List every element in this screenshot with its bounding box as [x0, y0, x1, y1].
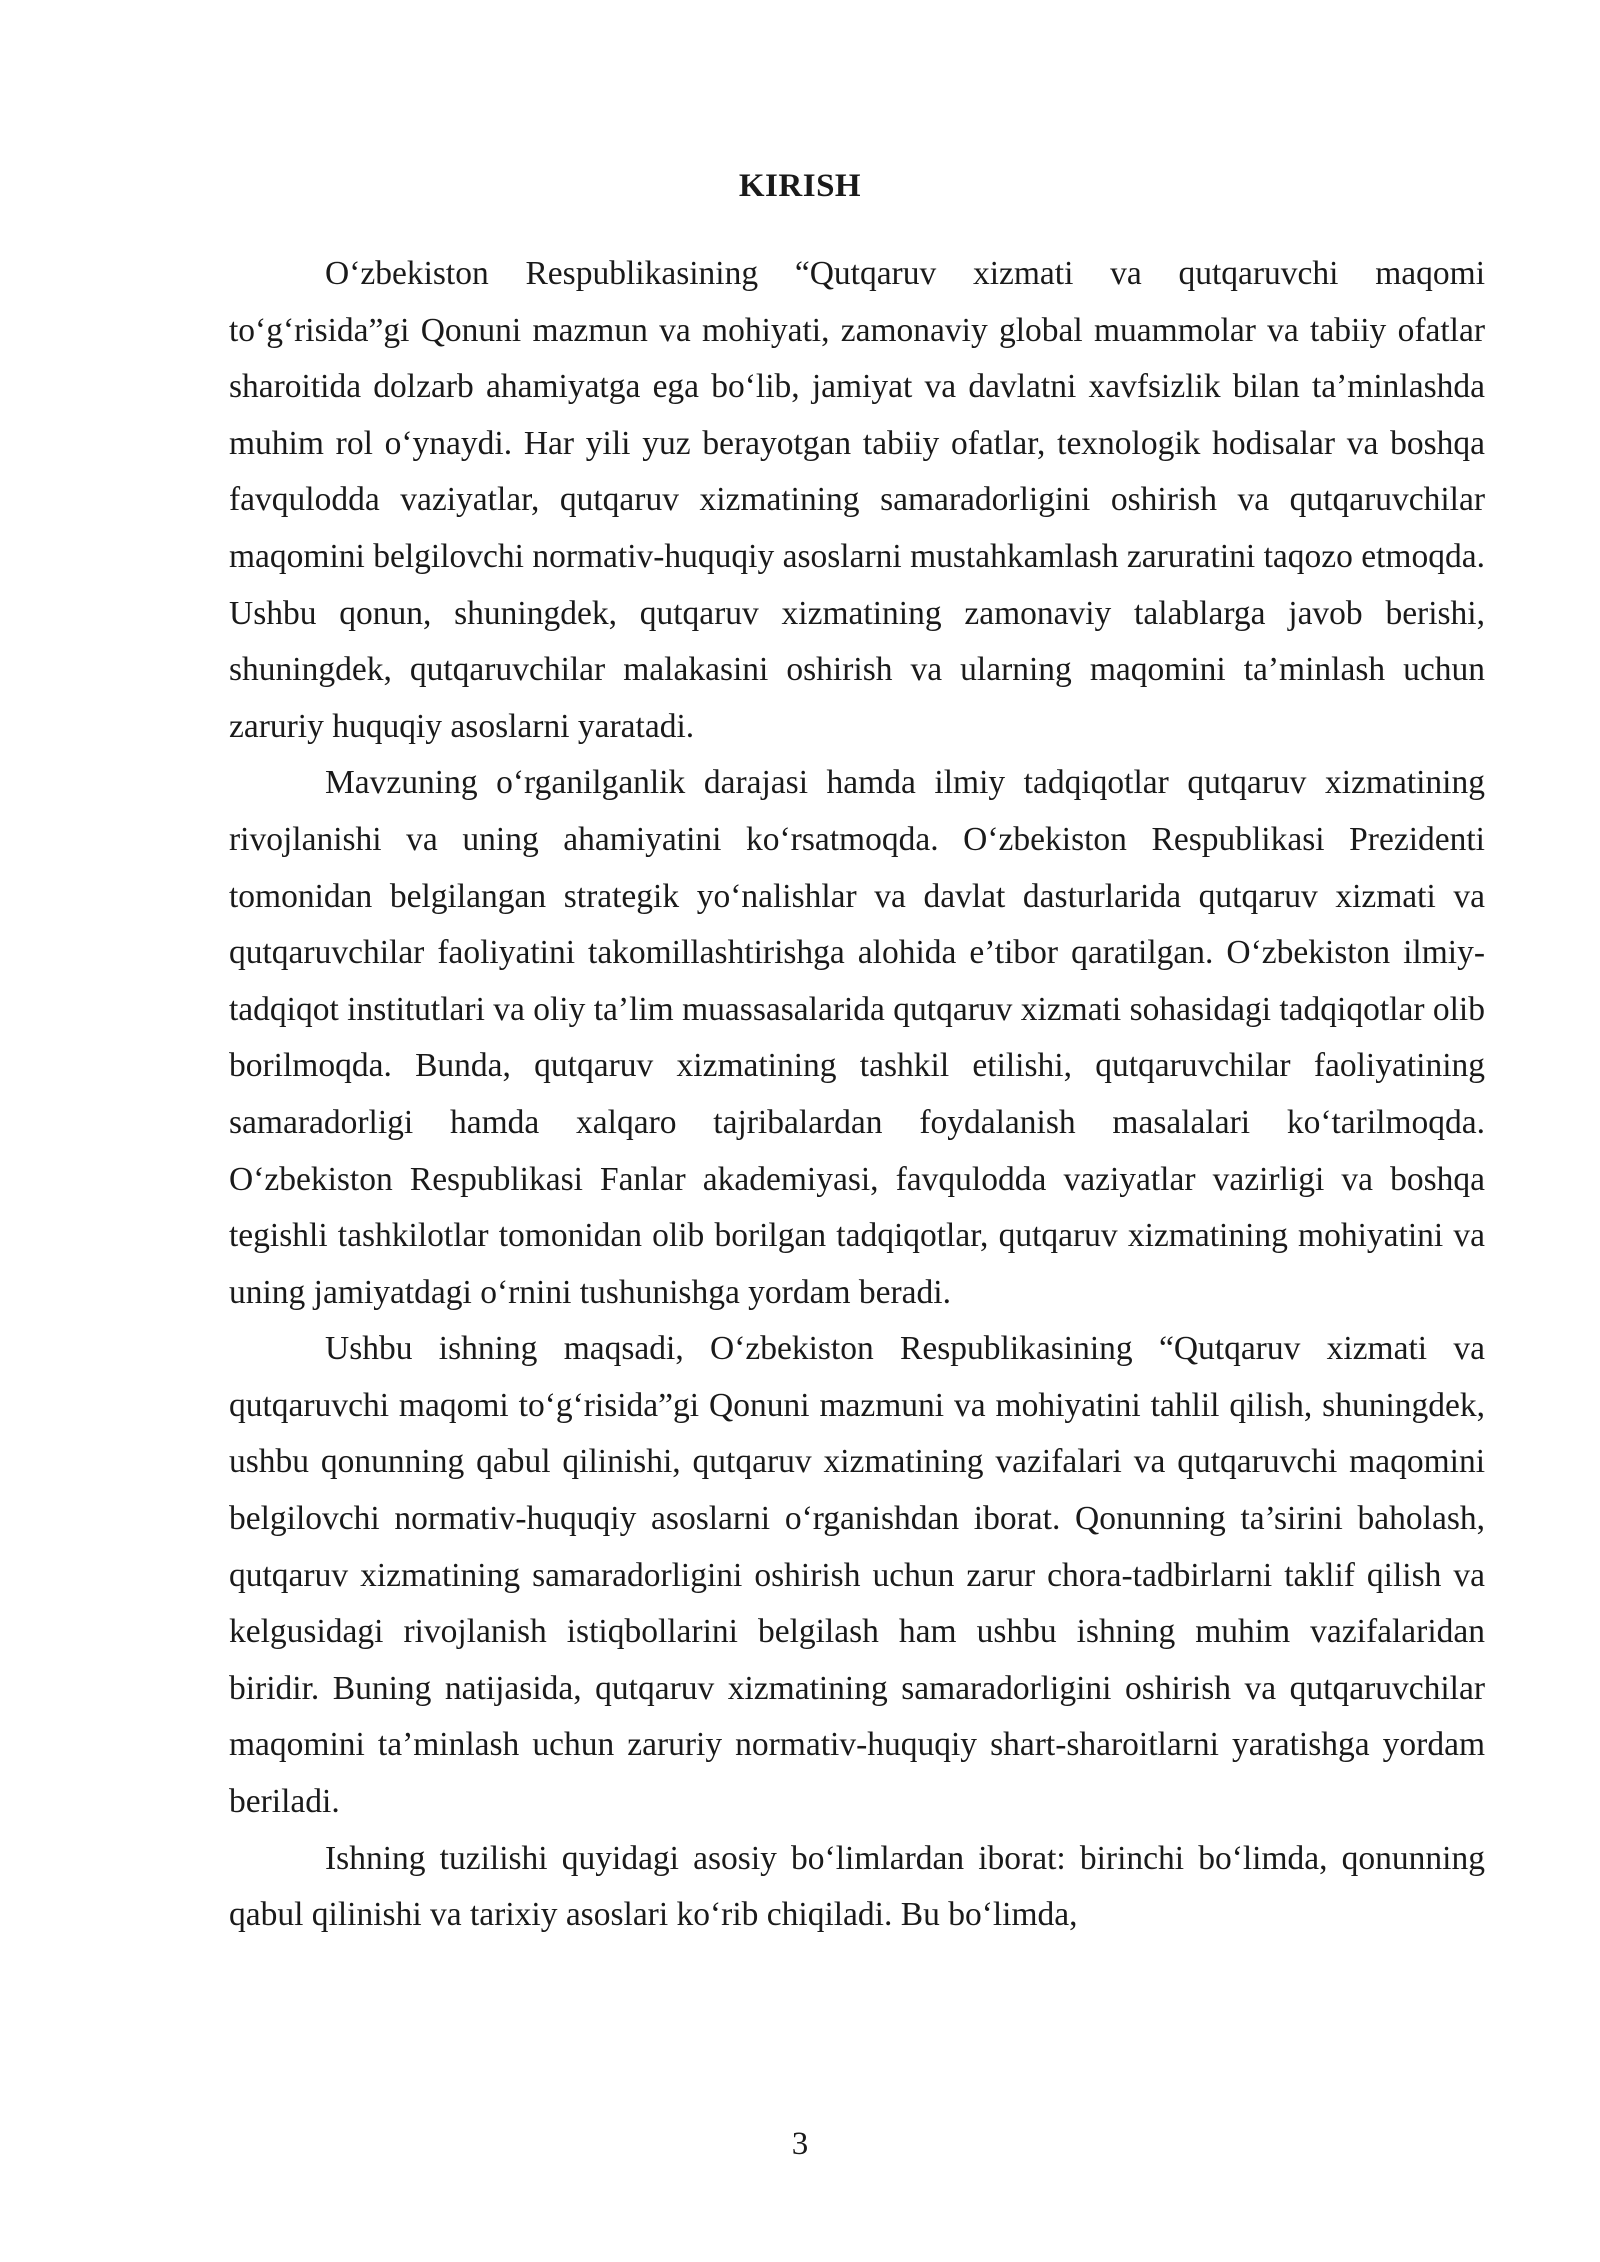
section-title: KIRISH: [738, 168, 862, 204]
paragraph-2: Mavzuning o‘rganilganlik darajasi hamda ilmiy tadqiqotlar qutqaruv xizmatining rivojlanishi va uning ahamiyatini ko‘rsatmoqda. O‘zbekiston Respublikasi Prezidenti tomonidan belgilangan strategik yo‘nalishlar va davlat dasturlarida qutqaruv xizmati va qutqaruvchilar faoliyatini takomillashtirishga alohida e’tibor qaratilgan. O‘zbekiston ilmiy-tadqiqot institutlari va oliy ta’lim muassasalarida qutqaruv xizmati sohasidagi tadqiqotlar olib borilmoqda. Bunda, qutqaruv xizmatining tashkil etilishi, qutqaruvchilar faoliyatining samaradorligi hamda xalqaro tajribalardan foydalanish masalalari ko‘tarilmoqda. O‘zbekiston Respublikasi Fanlar akademiyasi, favqulodda vaziyatlar vazirligi va boshqa tegishli tashkilotlar tomonidan olib borilgan tadqiqotlar, qutqaruv xizmatining mohiyatini va uning jamiyatdagi o‘rnini tushunishga yordam beradi.: [229, 764, 1485, 1311]
page-number: 3: [791, 2126, 809, 2162]
paragraph-3: Ushbu ishning maqsadi, O‘zbekiston Respublikasining “Qutqaruv xizmati va qutqaruvchi maqomi to‘g‘risida”gi Qonuni mazmuni va mohiyatini tahlil qilish, shuningdek, ushbu qonunning qabul qilinishi, qutqaruv xizmatining vazifalari va qutqaruvchi maqomini belgilovchi normativ-huquqiy asoslarni o‘rganishdan iborat. Qonunning ta’sirini baholash, qutqaruv xizmatining samaradorligini oshirish uchun zarur chora-tadbirlarni taklif qilish va kelgusidagi rivojlanish istiqbollarini belgilash ham ushbu ishning muhim vazifalaridan biridir. Buning natijasida, qutqaruv xizmatining samaradorligini oshirish va qutqaruvchilar maqomini ta’minlash uchun zaruriy normativ-huquqiy shart-sharoitlarni yaratishga yordam beriladi.: [229, 1330, 1485, 1821]
body-text: [229, 246, 1485, 1944]
paragraph-4: Ishning tuzilishi quyidagi asosiy bo‘limlardan iborat: birinchi bo‘limda, qonunning qabul qilinishi va tarixiy asoslari ko‘rib chiqiladi. Bu bo‘limda,: [229, 1839, 1485, 1934]
paragraph-1: O‘zbekiston Respublikasining “Qutqaruv xizmati va qutqaruvchi maqomi to‘g‘risida”gi Qonuni mazmun va mohiyati, zamonaviy global muammolar va tabiiy ofatlar sharoitida dolzarb ahamiyatga ega bo‘lib, jamiyat va davlatni xavfsizlik bilan ta’minlashda muhim rol o‘ynaydi. Har yili yuz berayotgan tabiiy ofatlar, texnologik hodisalar va boshqa favqulodda vaziyatlar, qutqaruv xizmatining samaradorligini oshirish va qutqaruvchilar maqomini belgilovchi normativ-huquqiy asoslarni mustahkamlash zaruratini taqozo etmoqda. Ushbu qonun, shuningdek, qutqaruv xizmatining zamonaviy talablarga javob berishi, shuningdek, qutqaruvchilar malakasini oshirish va ularning maqomini ta’minlash uchun zaruriy huquqiy asoslarni yaratadi.: [229, 255, 1485, 745]
